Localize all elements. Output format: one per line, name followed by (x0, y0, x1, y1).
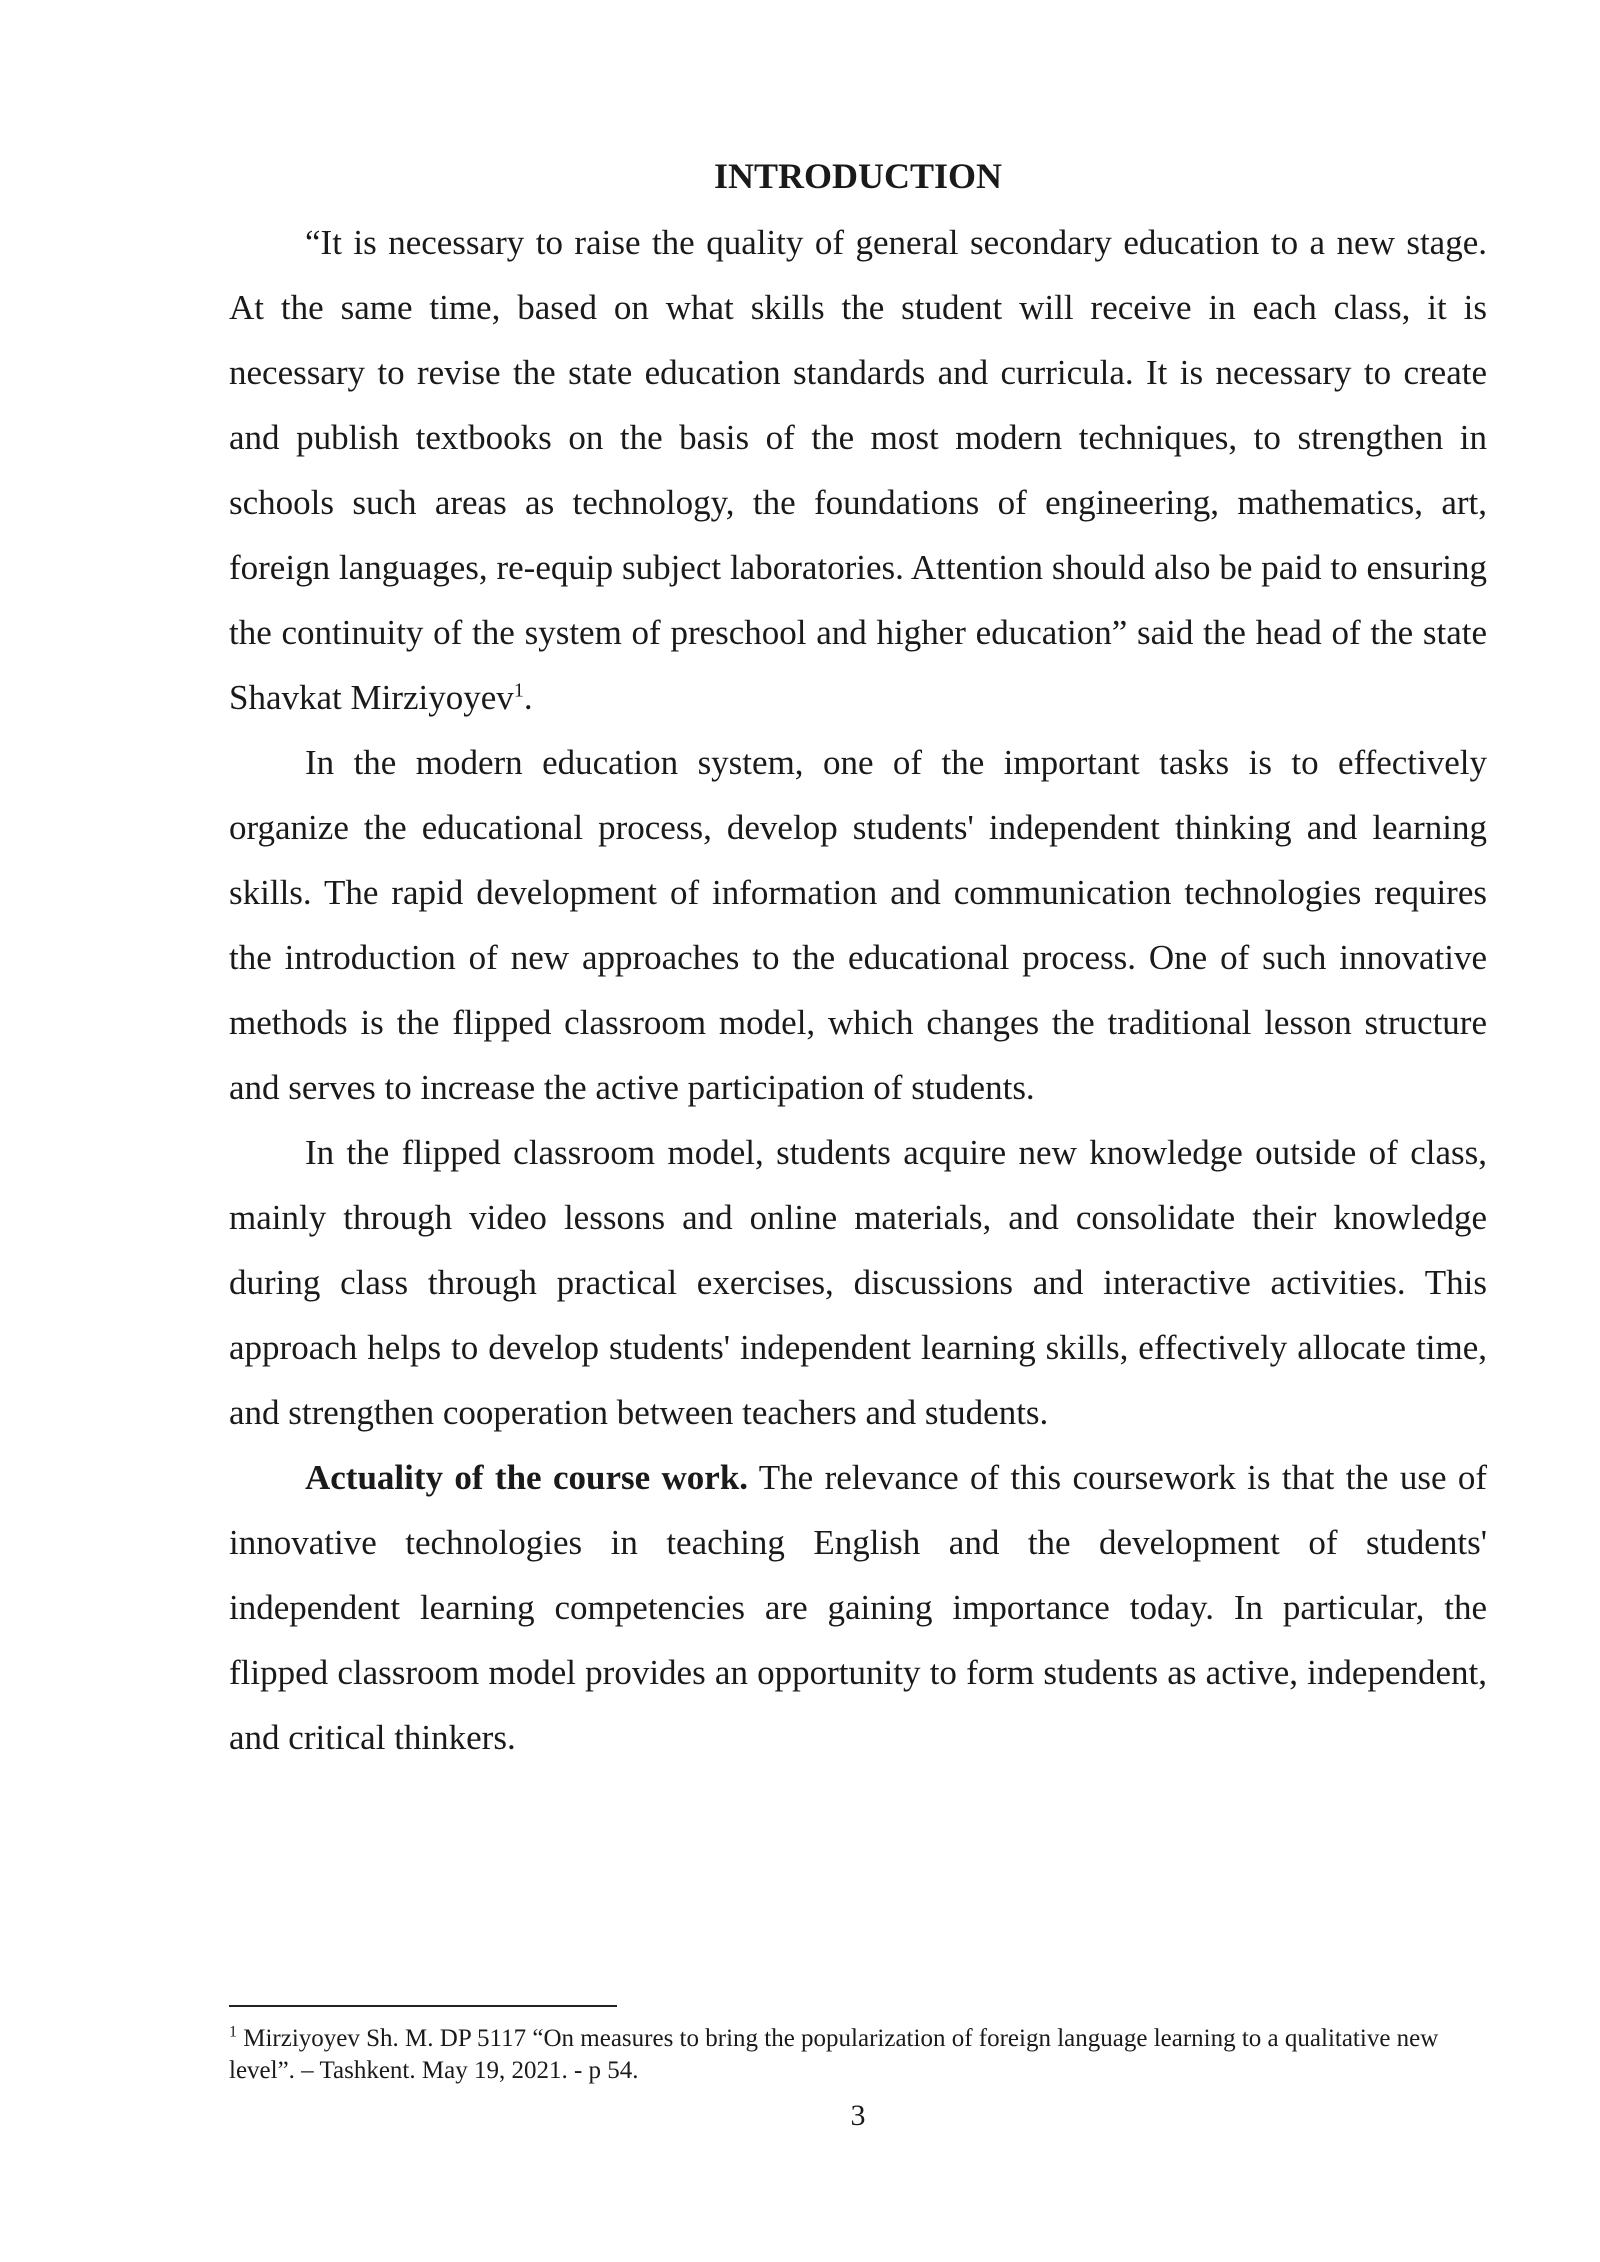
paragraph-flipped-classroom: In the flipped classroom model, students acquire new knowledge outside of class, mainly through video lessons and online materials, and consolidate their knowledge during class through practical exercises, discussions and interactive activities. This approach helps to develop students' independent learning skills, effectively allocate time, and strengthen cooperation between teachers and students. (229, 1133, 1487, 1432)
paragraph-quote-text: “It is necessary to raise the quality of general secondary education to a new stage. At the same time, based on what skills the student will receive in each class, it is necessary to revise the state education standards and curricula. It is necessary to create and publish textbooks on the basis of the most modern techniques, to strengthen in schools such areas as technology, the foundations of engineering, mathematics, art, foreign languages, re-equip subject laboratories. Attention should also be paid to ensuring the continuity of the system of preschool and higher education” said the head of the state Shavkat Mirziyoyev (229, 223, 1487, 717)
paragraph-quote-tail: . (523, 678, 533, 717)
footnote (229, 2023, 1487, 2087)
actuality-text: The relevance of this coursework is that the use of innovative technologies in teaching English and the development of students' independent learning competencies are gaining importance today. In particular, the flipped classroom model provides an opportunity to form students as active, independent, and critical thinkers. (229, 1458, 1488, 1757)
footnote-marker: 1 (229, 2023, 237, 2041)
paragraph-actuality (229, 1445, 1487, 1770)
page-title: INTRODUCTION (713, 156, 1003, 196)
footnote-text: Mirziyoyev Sh. M. DP 5117 “On measures to bring the popularization of foreign language learning to a qualitative new level”. – Tashkent. May 19, 2021. - p 54. (229, 2025, 1439, 2084)
actuality-heading: Actuality of the course work. (305, 1458, 749, 1497)
body-text (229, 210, 1487, 1770)
footnote-reference: 1 (513, 679, 524, 702)
paragraph-quote (229, 210, 1487, 730)
page-number: 3 (850, 2099, 866, 2132)
paragraph-modern-education: In the modern education system, one of the important tasks is to effectively organize the educational process, develop students' independent thinking and learning skills. The rapid development of information and communication technologies requires the introduction of new approaches to the educational process. One of such innovative methods is the flipped classroom model, which changes the traditional lesson structure and serves to increase the active participation of students. (229, 743, 1487, 1107)
footnote-separator (229, 2005, 617, 2007)
